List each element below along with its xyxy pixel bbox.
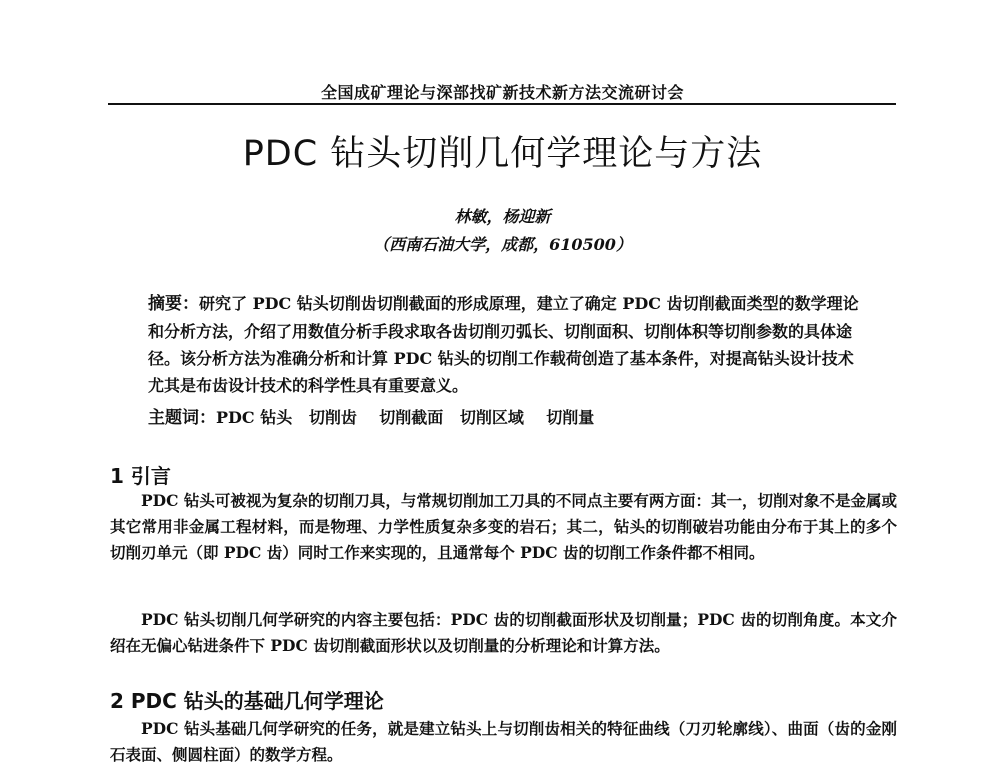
conference-header: 全国成矿理论与深部找矿新技术新方法交流研讨会 [320,83,684,102]
keywords [148,404,868,432]
section-2-paragraph-1: PDC 钻头基础几何学研究的任务，就是建立钻头上与切削齿相关的特征曲线（刀刃轮廓线）、曲面（齿的金刚石表面、侧圆柱面）的数学方程。 [110,719,897,764]
keywords-label: 主题词： [148,408,216,428]
section-1-paragraph-1: PDC 钻头可被视为复杂的切削刀具，与常规切削加工刀具的不同点主要有两方面：其一，切削对象不是金属或其它常用非金属工程材料，而是物理、力学性质复杂多变的岩石；其二，钻头的切削破岩功能由分布于其上的多个切削刃单元（即 PDC 齿）同时工作来实现的，且通常每个 PDC 齿的切削工作条件都不相同。 [110,491,897,562]
section-2-heading: 2 PDC 钻头的基础几何学理论 [110,689,384,713]
abstract-label: 摘要： [148,294,199,314]
affiliation: （西南石油大学，成都，610500） [373,235,632,254]
keywords-text: PDC 钻头 切削齿 切削截面 切削区域 切削量 [216,408,595,427]
abstract [148,290,868,399]
header-rule [108,103,896,105]
paper-title: PDC 钻头切削几何学理论与方法 [242,134,763,174]
section-1-paragraph-2: PDC 钻头切削几何学研究的内容主要包括：PDC 齿的切削截面形状及切削量；PDC 齿的切削角度。本文介绍在无偏心钻进条件下 PDC 齿切削截面形状以及切削量的分析理论和计算方法。 [110,610,897,655]
section-1-heading: 1 引言 [110,464,171,488]
abstract-text: 研究了 PDC 钻头切削齿切削截面的形成原理，建立了确定 PDC 齿切削截面类型的数学理论和分析方法，介绍了用数值分析手段求取各齿切削刃弧长、切削面积、切削体积等切削参数的具体途径。该分析方法为准确分析和计算 PDC 钻头的切削工作载荷创造了基本条件，对提高钻头设计技术尤其是布齿设计技术的科学性具有重要意义。 [148,294,859,395]
authors: 林敏，杨迎新 [454,207,551,226]
